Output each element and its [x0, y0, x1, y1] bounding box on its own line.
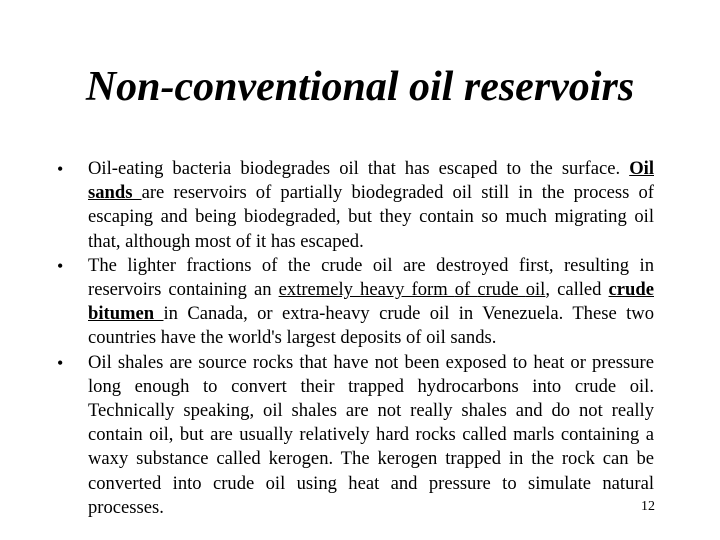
bullet-text: Oil shales are source rocks that have not been exposed to heat or pressure long enough to convert their trapped hydrocarbons into crude oil. Technically speaking, oil shales are not really shales and do not really contain oil, but are usually relatively hard rocks called marls containing a waxy substance called kerogen. The kerogen trapped in the rock can be converted into crude oil using heat and pressure to simulate natural processes. [88, 351, 654, 518]
bullet-item [58, 254, 654, 351]
heavy-link[interactable]: heavy [360, 279, 412, 301]
slide-title: Non-conventional oil reservoirs [85, 64, 635, 110]
slide-number: 12 [641, 499, 655, 514]
crude-link[interactable]: crude [477, 279, 526, 301]
extremely-link[interactable]: extremely [278, 279, 361, 301]
bullet-marker: • [57, 352, 64, 373]
of-link[interactable]: of [454, 279, 478, 301]
bullet-marker: • [57, 159, 64, 179]
oil-link[interactable]: oil [525, 279, 546, 301]
bitumen-link[interactable]: bitumen [88, 303, 164, 325]
bullet-text: in Canada, or extra-heavy crude oil in Venezuela. These two countries have the world's largest deposits of oil sands. [88, 303, 654, 349]
bullet-item [58, 157, 654, 254]
bullet-item [58, 351, 654, 520]
bullet-marker: • [57, 255, 64, 276]
form-link[interactable]: form [411, 279, 455, 301]
bullet-list [58, 157, 654, 520]
bullet-text: Oil-eating bacteria biodegrades oil that has escaped to the surface. [88, 158, 630, 179]
oil-sands-link[interactable]: Oil sands [88, 158, 654, 204]
bullet-text: The lighter fractions of the crude oil are destroyed first, resulting in reservoirs containing an [88, 254, 654, 301]
crude-link[interactable]: crude [608, 279, 654, 301]
bullet-text: , called [545, 279, 609, 301]
bullet-text: are reservoirs of partially biodegraded oil still in the process of escaping and being biodegraded, but they contain so much migrating oil that, although most of it has escaped. [88, 182, 654, 252]
